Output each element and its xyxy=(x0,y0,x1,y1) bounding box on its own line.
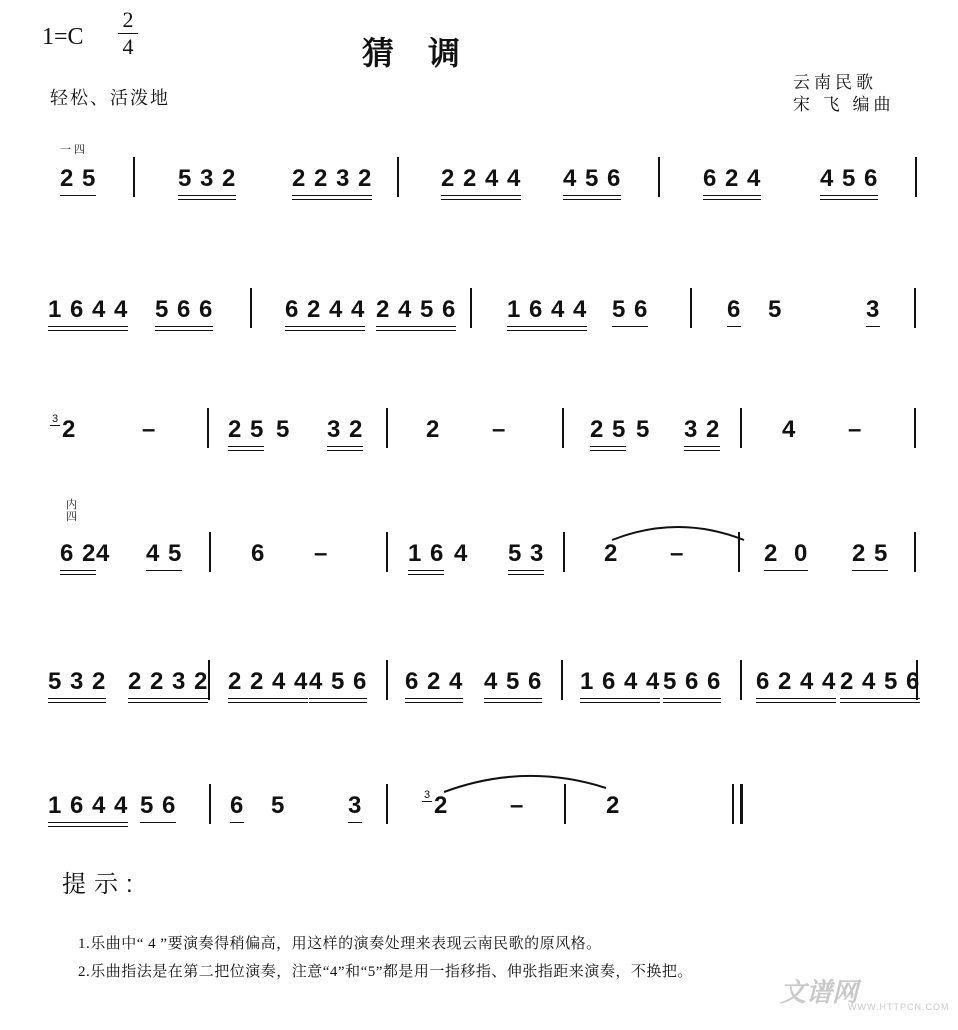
note: 2 xyxy=(434,792,449,819)
barline xyxy=(563,532,565,572)
time-signature-top: 2 xyxy=(122,7,134,32)
note-group: 3 2 xyxy=(327,416,363,444)
score-row-5 xyxy=(0,648,958,718)
hint-note-2: 2.乐曲指法是在第二把位演奏，注意“4”和“5”都是用一指移指、伸张指距来演奏，不换把。 xyxy=(78,964,693,980)
fingering-mark: 内 xyxy=(66,499,77,511)
note-group: 5 3 xyxy=(508,540,544,568)
note: 4 xyxy=(96,540,111,567)
note: 2 xyxy=(426,416,441,443)
note: 3 xyxy=(866,296,880,324)
note-group: 4 5 xyxy=(146,540,182,568)
note-group: 2 2 3 2 xyxy=(292,165,372,193)
note-group: 5 3 2 xyxy=(178,165,236,193)
barline xyxy=(250,288,252,328)
barline xyxy=(386,532,388,572)
note-group: 6 2 4 4 xyxy=(756,668,836,696)
dash: – xyxy=(314,540,329,567)
note-group: 5 3 2 xyxy=(48,668,106,696)
note-group: 2 4 5 6 xyxy=(376,296,456,324)
note: 2 xyxy=(604,540,619,567)
barline xyxy=(740,660,742,700)
watermark-logo: 文谱网 xyxy=(780,977,859,1007)
note-group: 1 6 4 4 xyxy=(48,792,128,820)
score-row-6 xyxy=(0,772,958,842)
note-group: 2 5 xyxy=(852,540,888,568)
score-row-3 xyxy=(0,396,958,466)
barline xyxy=(914,288,916,328)
barline xyxy=(740,408,742,448)
note: 5 xyxy=(271,792,286,819)
grace-note: 3 xyxy=(51,413,59,425)
note: 0 xyxy=(794,540,809,567)
note-group: 1 6 xyxy=(408,540,444,568)
note-group: 5 6 xyxy=(140,792,176,820)
barline xyxy=(915,157,917,197)
note-group: 4 5 6 xyxy=(820,165,878,193)
note-group: 6 2 4 xyxy=(703,165,761,193)
note: 6 xyxy=(230,792,244,820)
barline xyxy=(738,532,740,572)
final-double-barline xyxy=(732,784,743,824)
song-title: 猜调 xyxy=(362,35,495,71)
key-signature: 1=C xyxy=(42,24,84,50)
note-group: 2 5 xyxy=(590,416,626,444)
note: 2 xyxy=(764,540,778,568)
note-group: 6 2 xyxy=(60,540,96,568)
barline xyxy=(208,660,210,700)
score-row-2 xyxy=(0,276,958,346)
note: 4 xyxy=(454,540,469,567)
note-group: 1 6 4 4 xyxy=(48,296,128,324)
note: 5 xyxy=(636,416,651,443)
note-group: 6 2 4 xyxy=(405,668,463,696)
source-arranger: 宋 飞 编曲 xyxy=(793,95,895,114)
dash: – xyxy=(848,416,863,443)
note: 2 xyxy=(62,416,77,443)
barline xyxy=(397,157,399,197)
barline xyxy=(914,408,916,448)
barline xyxy=(207,408,209,448)
note-group: 5 6 6 xyxy=(155,296,213,324)
fingering-mark: 四 xyxy=(66,511,77,523)
grace-note: 3 xyxy=(423,789,431,801)
barline xyxy=(564,784,566,824)
note-group: 6 2 4 4 xyxy=(285,296,365,324)
note-group: 2 2 3 2 xyxy=(128,668,208,696)
barline xyxy=(562,408,564,448)
note-group: 1 6 4 4 xyxy=(507,296,587,324)
note-group: 2 5 xyxy=(228,416,264,444)
note-group: 2 4 5 6 xyxy=(840,668,920,696)
note: 6 xyxy=(727,296,741,324)
song-source xyxy=(793,72,894,116)
note-group: 2 2 4 4 xyxy=(441,165,521,193)
barline xyxy=(916,660,918,700)
barline xyxy=(914,532,916,572)
note-group: 4 5 6 xyxy=(309,668,367,696)
note: 5 xyxy=(276,416,291,443)
note-group: 4 5 6 xyxy=(484,668,542,696)
note-group: 5 6 6 xyxy=(663,668,721,696)
barline xyxy=(690,288,692,328)
note: 3 xyxy=(348,792,362,820)
watermark-url: WWW.HTTPCN.COM xyxy=(848,1002,950,1012)
hints-title: 提示: xyxy=(62,871,141,898)
barline xyxy=(386,784,388,824)
barline xyxy=(133,157,135,197)
dash: – xyxy=(670,540,685,567)
fingering-mark: 一 四 xyxy=(60,144,86,156)
note-group: 1 6 4 4 xyxy=(580,668,660,696)
note: 5 xyxy=(768,296,783,323)
note-group: 3 2 xyxy=(684,416,720,444)
note: 4 xyxy=(782,416,797,443)
barline xyxy=(658,157,660,197)
dash: – xyxy=(492,416,507,443)
tie-arc xyxy=(440,770,610,794)
hint-note-1: 1.乐曲中“ 4 ”要演奏得稍偏高，用这样的演奏处理来表现云南民歌的原风格。 xyxy=(78,936,602,952)
source-origin: 云南民歌 xyxy=(793,73,877,92)
note-group: 5 6 xyxy=(612,296,648,324)
note-group: 4 5 6 xyxy=(563,165,621,193)
barline xyxy=(209,532,211,572)
tempo-marking: 轻松、活泼地 xyxy=(50,88,170,108)
barline xyxy=(386,408,388,448)
barline xyxy=(209,784,211,824)
note-group: 2 2 4 4 xyxy=(228,668,308,696)
time-signature xyxy=(118,8,138,59)
time-signature-bottom: 4 xyxy=(122,34,134,59)
dash: – xyxy=(142,416,157,443)
note: 2 xyxy=(606,792,621,819)
barline xyxy=(386,660,388,700)
barline xyxy=(561,660,563,700)
note: 6 xyxy=(251,540,266,567)
note-group: 2 5 xyxy=(60,165,96,193)
score-row-4 xyxy=(0,499,958,590)
dash: – xyxy=(510,792,525,819)
barline xyxy=(470,288,472,328)
score-row-1 xyxy=(0,145,958,215)
